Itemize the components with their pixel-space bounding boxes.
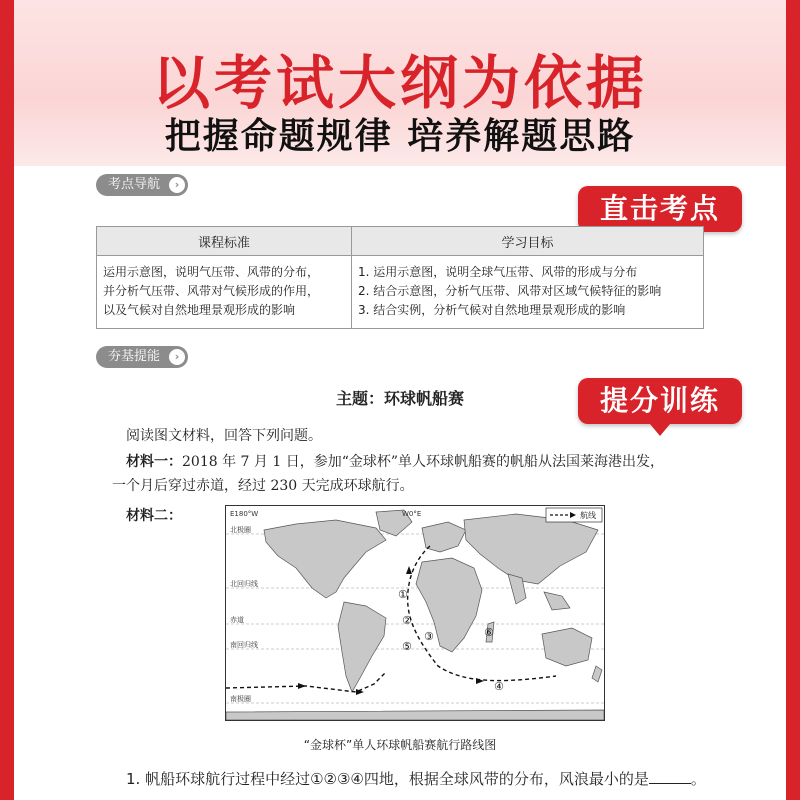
topic-title: 主题：环球帆船赛 xyxy=(335,389,464,408)
material-one-label: 材料一： xyxy=(126,454,182,470)
standard-line: 运用示意图，说明气压带、风带的分布， xyxy=(103,265,320,279)
section-tag-label: 考点导航 xyxy=(108,177,161,192)
lat-label-arctic: 北极圈 xyxy=(230,526,251,534)
material-one-cont: 一个月后穿过赤道，经过 230 天完成环球航行。 xyxy=(112,478,414,494)
standard-line: 并分析气压带、风带对气候形成的作用， xyxy=(103,284,320,298)
section-tag-navigation xyxy=(96,174,188,196)
map-caption: “金球杯”单人环球帆船赛航行路线图 xyxy=(303,738,497,752)
question-1-end: 。 xyxy=(690,770,706,788)
goal-line: 1. 运用示意图，说明全球气压带、风带的形成与分布 xyxy=(358,265,638,279)
goal-line: 2. 结合示意图，分析气压带、风带对区域气候特征的影响 xyxy=(358,284,662,298)
world-route-map xyxy=(225,505,605,721)
standard-line: 以及气候对自然地理景观形成的影响 xyxy=(103,303,296,317)
marker-6: ⑥ xyxy=(484,626,494,639)
chevron-right-icon: › xyxy=(169,349,185,365)
legend-label: 航线 xyxy=(580,511,596,520)
badge-score-training: 提分训练 xyxy=(578,378,742,424)
lon-center-label: W0°E xyxy=(402,510,422,518)
marker-3: ③ xyxy=(424,630,434,643)
banner-title: 以考试大纲为依据 xyxy=(151,49,648,117)
question-1 xyxy=(126,768,726,789)
map-svg xyxy=(226,506,604,720)
banner xyxy=(14,0,786,166)
badge-key-points: 直击考点 xyxy=(578,186,742,232)
goal-line: 3. 结合实例，分析气候对自然地理景观形成的影响 xyxy=(358,303,626,317)
material-two-label-text: 材料二： xyxy=(126,508,182,524)
question-1-text: 1. 帆船环球航行过程中经过①②③④四地，根据全球风带的分布，风浪最小的是 xyxy=(126,770,649,788)
section-tag-practice xyxy=(96,346,188,368)
lon-left-label: E180°W xyxy=(230,510,259,518)
table-cell-goals xyxy=(352,256,704,329)
lat-label-tropic-s: 南回归线 xyxy=(230,641,258,649)
landmasses xyxy=(226,510,604,720)
marker-4: ④ xyxy=(494,680,504,693)
map-legend xyxy=(546,508,602,522)
table-header-standard: 课程标准 xyxy=(97,227,352,256)
lat-label-antarctic: 南极圈 xyxy=(230,695,251,703)
marker-5: ⑤ xyxy=(402,640,412,653)
banner-subtitle: 把握命题规律 培养解题思路 xyxy=(164,116,636,157)
table-header-goals: 学习目标 xyxy=(352,227,704,256)
table-cell-standard xyxy=(97,256,352,329)
material-one xyxy=(126,450,716,474)
material-one-line1: 2018 年 7 月 1 日，参加“金球杯”单人环球帆船赛的帆船从法国莱海港出发， xyxy=(182,454,665,470)
lat-label-equator: 赤道 xyxy=(230,616,244,624)
lat-label-tropic-n: 北回归线 xyxy=(230,580,258,588)
marker-2: ② xyxy=(402,614,412,627)
marker-1: ① xyxy=(398,588,408,601)
answer-blank[interactable] xyxy=(649,783,691,784)
curriculum-table xyxy=(96,226,704,329)
intro-text: 阅读图文材料，回答下列问题。 xyxy=(126,428,322,444)
section-tag-label: 夯基提能 xyxy=(108,349,161,364)
chevron-right-icon: › xyxy=(169,177,185,193)
